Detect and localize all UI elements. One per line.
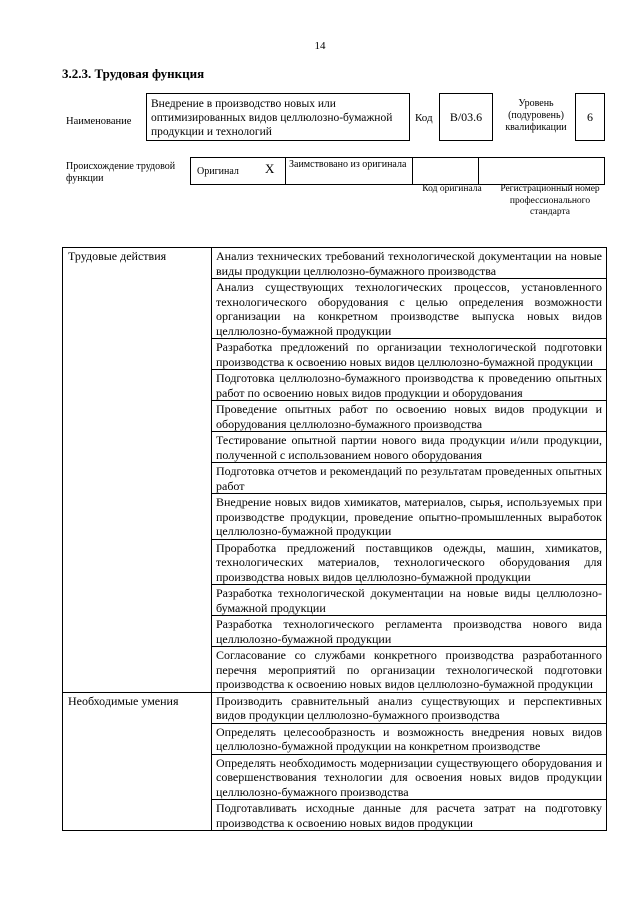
row-text: Внедрение новых видов химикатов, материалов, сырья, используемых при производстве продукции, проведение опытно-промышленных выработок целлюлозно-бумажной продукции	[212, 494, 607, 540]
row-text: Согласование со службами конкретного производства разработанного перечня мероприятий по организации технологической подготовки производства к освоению новых видов целлюлозно-бумажной продукции	[212, 647, 607, 693]
code-label: Код	[415, 112, 433, 124]
origin-label: Происхождение трудовой функции	[66, 161, 176, 184]
table-row	[63, 248, 607, 279]
section-header: Необходимые умения	[63, 692, 212, 831]
reg-number-caption: Регистрационный номер профессионального стандарта	[500, 184, 600, 217]
page-number: 14	[314, 40, 326, 52]
table-row	[63, 692, 607, 723]
function-code-box: B/03.6	[439, 93, 493, 141]
original-label: Оригинал	[197, 166, 239, 177]
origin-row	[190, 157, 605, 185]
row-text: Тестирование опытной партии нового вида продукции и/или продукции, полученной с использованием нового оборудования	[212, 432, 607, 463]
row-text: Подготовка отчетов и рекомендаций по результатам проведенных опытных работ	[212, 463, 607, 494]
function-name-box: Внедрение в производство новых или оптимизированных видов целлюлозно-бумажной продукции и технологий	[146, 93, 410, 141]
row-text: Подготавливать исходные данные для расчета затрат на подготовку производства к освоению новых видов продукции	[212, 800, 607, 831]
row-text: Определять целесообразность и возможность внедрения новых видов целлюлозно-бумажной продукции на конкретном производстве	[212, 723, 607, 754]
borrowed-cell: Заимствовано из оригинала	[285, 157, 412, 185]
row-text: Подготовка целлюлозно-бумажного производства к проведению опытных работ по освоению новых видов продукции и оборудования	[212, 370, 607, 401]
original-code-cell	[412, 157, 478, 185]
row-text: Производить сравнительный анализ существующих и перспективных видов продукции целлюлозно-бумажного производства	[212, 692, 607, 723]
level-label: Уровень (подуровень) квалификации	[505, 98, 567, 133]
qualification-level-box: 6	[575, 93, 605, 141]
original-code-caption: Код оригинала	[422, 184, 482, 194]
row-text: Разработка технологического регламента производства нового вида целлюлозно-бумажной продукции	[212, 616, 607, 647]
section-header: Трудовые действия	[63, 248, 212, 693]
table-body	[63, 248, 607, 831]
row-text: Анализ существующих технологических процессов, установленного технологического оборудования с целью определения возможности организации на конкретном производстве выпуска новых видов целлюлозно-бумажной продукции	[212, 279, 607, 339]
section-title: 3.2.3. Трудовая функция	[62, 66, 205, 81]
reg-number-cell	[478, 157, 605, 185]
row-text: Проработка предложений поставщиков одежды, машин, химикатов, технологических материалов, технологического оборудования для производства новых видов целлюлозно-бумажной продукции	[212, 539, 607, 585]
row-text: Определять необходимость модернизации существующего оборудования и совершенствования технологии для освоения новых видов продукции целлюлозно-бумажного производства	[212, 754, 607, 800]
original-cell	[190, 157, 285, 185]
row-text: Разработка технологической документации на новые виды целлюлозно-бумажной продукции	[212, 585, 607, 616]
original-mark: X	[265, 161, 275, 176]
row-text: Разработка предложений по организации технологической подготовки производства к освоению новых видов целлюлозно-бумажной продукции	[212, 339, 607, 370]
name-label: Наименование	[66, 116, 132, 127]
row-text: Проведение опытных работ по освоению новых видов продукции и оборудования целлюлозно-бумажного производства	[212, 401, 607, 432]
row-text: Анализ технических требований технологической документации на новые виды продукции целлюлозно-бумажного производства	[212, 248, 607, 279]
labor-function-table	[62, 247, 607, 831]
